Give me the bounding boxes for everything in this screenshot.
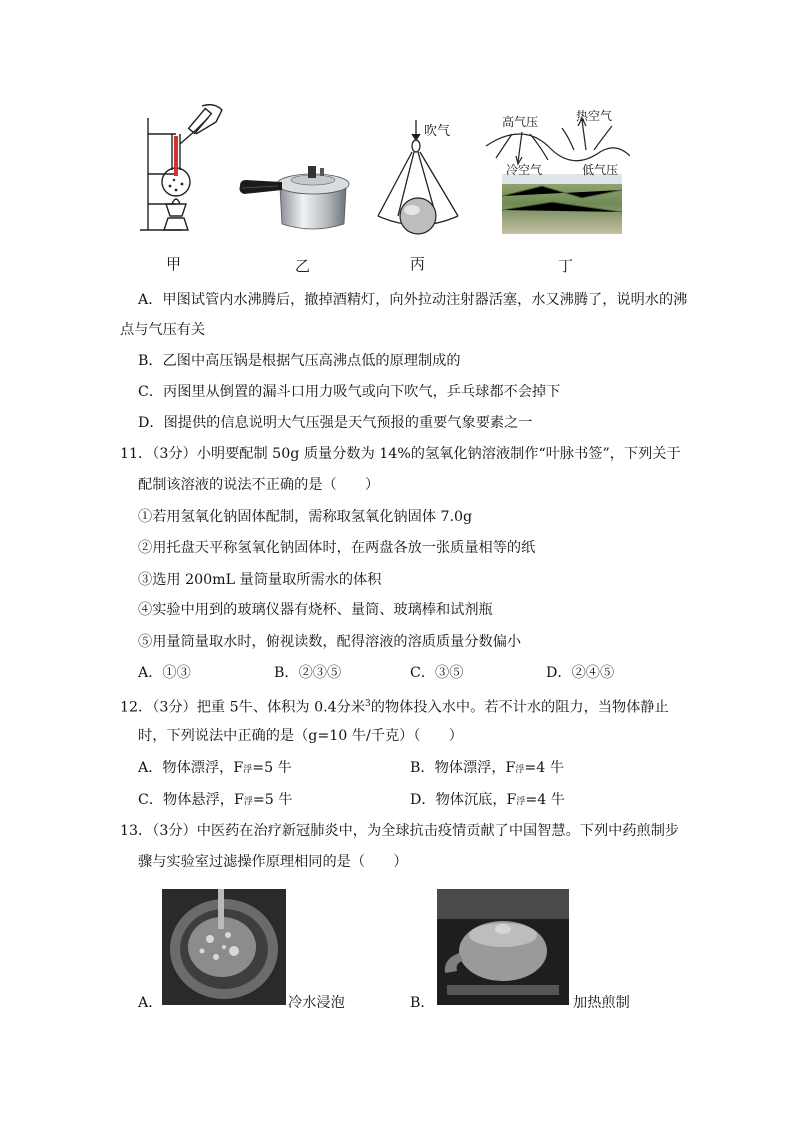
q13-option-b-letter: B． bbox=[410, 995, 435, 1011]
q10-option-a-line1: A．甲图试管内水沸腾后，撤掉酒精灯，向外拉动注射器活塞，水又沸腾了，说明水的沸 bbox=[138, 292, 688, 308]
q12-option-a bbox=[138, 758, 292, 780]
photo-cold-water-soak-drawing bbox=[162, 889, 286, 1005]
q13-stem-line2: 骤与实验室过滤操作原理相同的是（ ） bbox=[138, 854, 408, 870]
q12-stem-part-a: 12．（3分）把重 5牛、体积为 0.4分米 bbox=[120, 699, 366, 716]
q12-option-b-sub: 浮 bbox=[515, 765, 525, 775]
q12-option-a-text: A．物体漂浮，F bbox=[138, 760, 244, 776]
label-high-pressure: 高气压 bbox=[502, 115, 539, 129]
photo-heat-decoct-drawing bbox=[437, 889, 569, 1005]
q12-option-a-value: =5 牛 bbox=[252, 760, 292, 776]
figure-jia-apparatus bbox=[136, 104, 226, 238]
q12-option-c-text: C．物体悬浮，F bbox=[138, 792, 244, 808]
q13-stem-line1: 13．（3分）中医药在治疗新冠肺炎中，为全球抗击疫情贡献了中国智慧。下列中药煎制步 bbox=[120, 823, 680, 839]
q12-option-c bbox=[138, 790, 292, 812]
q11-item-1: ①若用氢氧化钠固体配制，需称取氢氧化钠固体 7.0g bbox=[138, 509, 473, 525]
q10-option-c: C．丙图里从倒置的漏斗口用力吸气或向下吹气，乒乓球都不会掉下 bbox=[138, 384, 561, 400]
figure-bing-label: 吹气 bbox=[424, 124, 451, 139]
q11-item-3: ③选用 200mL 量筒量取所需水的体积 bbox=[138, 572, 382, 588]
q13-option-a-text: 冷水浸泡 bbox=[288, 995, 345, 1011]
q11-stem-line1: 11．（3分）小明要配制 50g 质量分数为 14%的氢氧化钠溶液制作“叶脉书签”，下列关于 bbox=[120, 446, 681, 462]
q13-option-a-letter: A． bbox=[138, 995, 163, 1011]
q12-stem-sup: 3 bbox=[365, 699, 371, 709]
q11-item-4: ④实验中用到的玻璃仪器有烧杯、量筒、玻璃棒和试剂瓶 bbox=[138, 602, 493, 618]
q12-option-b bbox=[410, 758, 564, 780]
caption-ding: 丁 bbox=[558, 257, 574, 275]
q11-option-b: B．②③⑤ bbox=[274, 665, 342, 681]
q11-stem-line2: 配制该溶液的说法不正确的是（ ） bbox=[138, 477, 380, 493]
photo-cold-water-soak bbox=[162, 889, 286, 1005]
label-cold-air: 冷空气 bbox=[506, 163, 543, 177]
q13-option-b-text: 加热煎制 bbox=[573, 995, 630, 1011]
q11-item-2: ②用托盘天平称氢氧化钠固体时，在两盘各放一张质量相等的纸 bbox=[138, 540, 536, 556]
figure-yi-pressure-cooker bbox=[236, 150, 354, 234]
caption-bing: 丙 bbox=[410, 255, 426, 273]
q12-option-d bbox=[410, 790, 565, 812]
q12-option-b-value: =4 牛 bbox=[524, 760, 565, 776]
photo-heat-decoct bbox=[437, 889, 569, 1005]
q12-option-b-text: B．物体漂浮，F bbox=[410, 760, 516, 776]
q12-option-c-sub: 浮 bbox=[243, 797, 253, 807]
q12-stem-part-b: 的物体投入水中。若不计水的阻力，当物体静止 bbox=[370, 699, 669, 716]
caption-jia: 甲 bbox=[166, 255, 182, 273]
q11-option-a: A．①③ bbox=[138, 665, 191, 681]
q12-option-a-sub: 浮 bbox=[243, 765, 253, 775]
q10-option-d: D．图提供的信息说明大气压强是天气预报的重要气象要素之一 bbox=[138, 415, 533, 431]
q12-option-d-value: =4 牛 bbox=[525, 792, 565, 808]
q12-option-d-sub: 浮 bbox=[516, 797, 526, 807]
q11-item-5: ⑤用量筒量取水时，俯视读数，配得溶液的溶质质量分数偏小 bbox=[138, 634, 522, 650]
q12-option-d-text: D．物体沉底，F bbox=[410, 792, 517, 808]
q10-option-a-line2: 点与气压有关 bbox=[120, 322, 206, 338]
label-hot-air: 热空气 bbox=[576, 109, 613, 123]
q11-option-d: D．②④⑤ bbox=[546, 665, 615, 681]
q12-option-c-value: =5 牛 bbox=[252, 792, 293, 808]
caption-yi: 乙 bbox=[295, 257, 311, 275]
q10-option-b: B．乙图中高压锅是根据气压高沸点低的原理制成的 bbox=[138, 353, 461, 369]
q12-stem-line1 bbox=[120, 694, 669, 718]
q11-option-c: C．③⑤ bbox=[410, 665, 464, 681]
label-low-pressure: 低气压 bbox=[582, 163, 619, 177]
figure-bing-funnel bbox=[370, 118, 474, 244]
q12-stem-line2: 时，下列说法中正确的是（g=10 牛/千克）（ ） bbox=[138, 728, 463, 744]
